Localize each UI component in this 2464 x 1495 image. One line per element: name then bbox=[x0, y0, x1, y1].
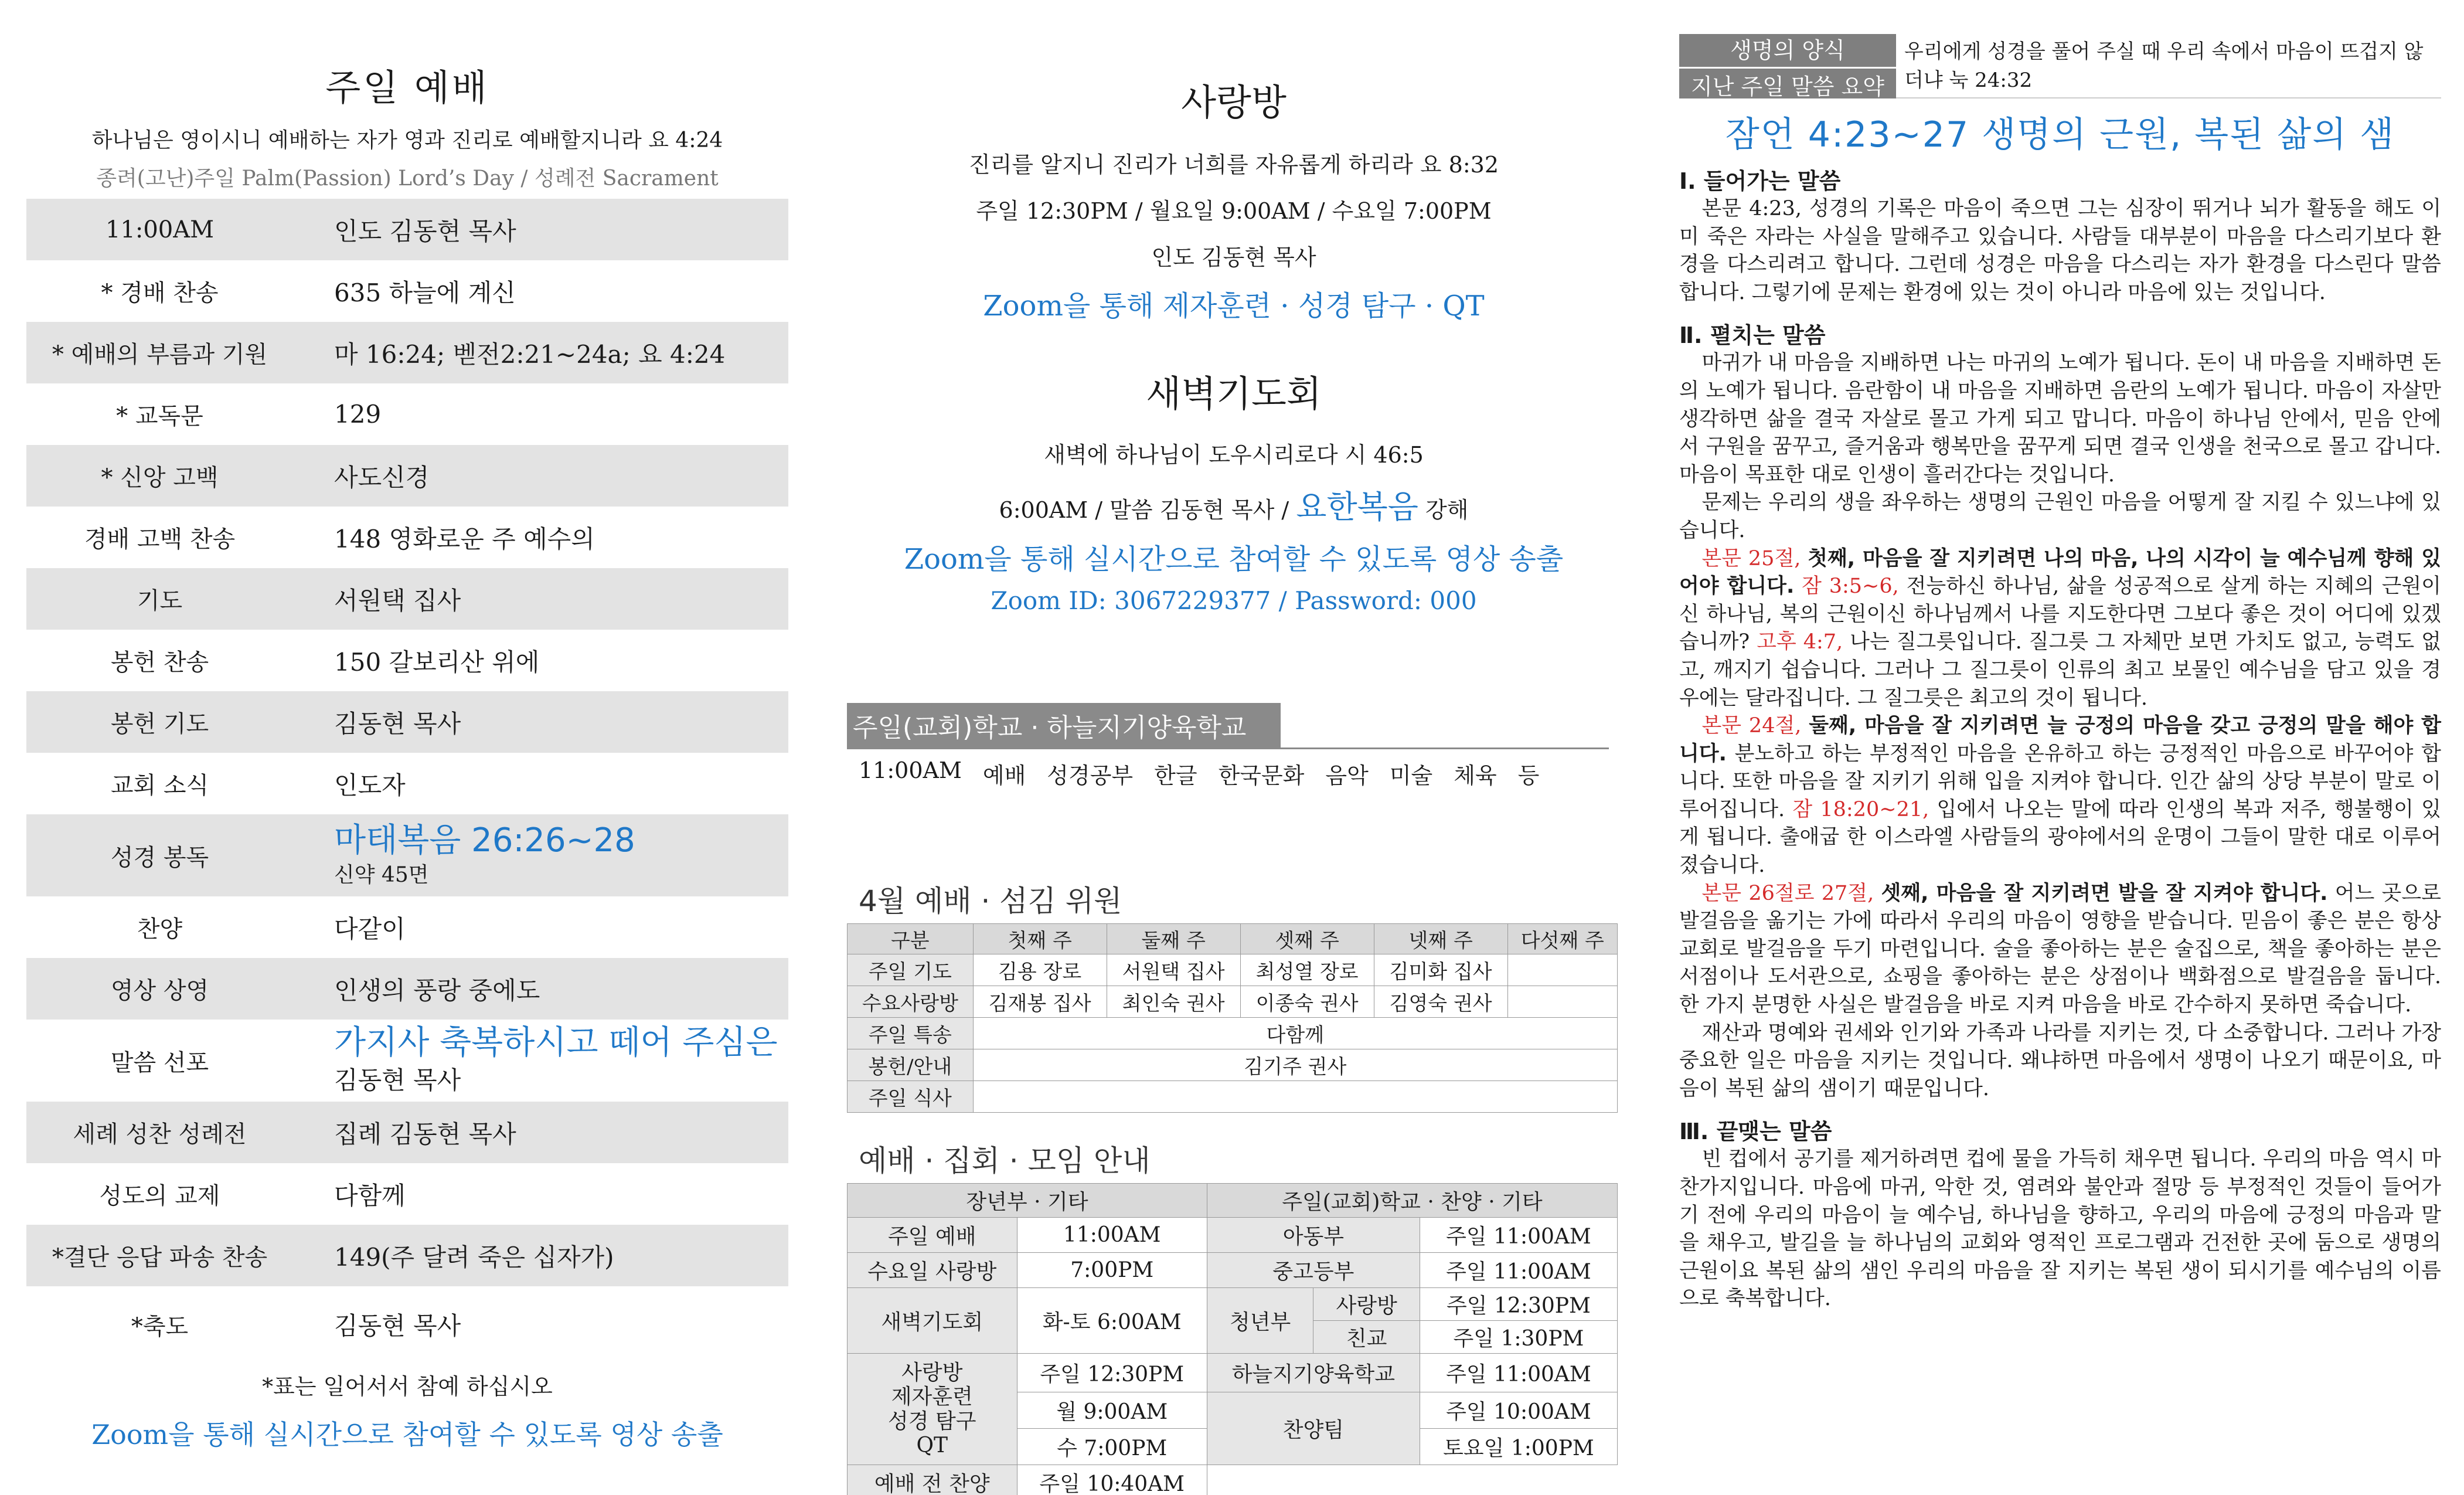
school-divider bbox=[847, 748, 1609, 749]
dawn-zoom: Zoom을 통해 실시간으로 참여할 수 있도록 영상 송출 bbox=[904, 543, 1564, 576]
table-header: 구분 bbox=[848, 924, 974, 954]
table-cell: 주일 11:00AM bbox=[1420, 1354, 1617, 1392]
table-cell: 주일 11:00AM bbox=[1420, 1253, 1617, 1288]
order-row bbox=[26, 568, 788, 630]
section-heading: Ⅰ. 들어가는 말씀 bbox=[1679, 168, 1841, 194]
table-header-row bbox=[848, 1184, 1618, 1218]
table-cell: 다함께 bbox=[973, 1018, 1617, 1049]
table-cell: 새벽기도회 bbox=[848, 1288, 1017, 1354]
table-row bbox=[848, 954, 1618, 986]
table-row bbox=[848, 1018, 1618, 1049]
worship-verse: 하나님은 영이시니 예배하는 자가 영과 진리로 예배할지니라 요 4:24 bbox=[91, 128, 723, 152]
table-header: 셋째 주 bbox=[1240, 924, 1374, 954]
order-row bbox=[26, 322, 788, 383]
sermon-tag-1: 생명의 양식 bbox=[1679, 32, 1896, 69]
school-item: 체육 bbox=[1454, 763, 1497, 789]
order-value: 다같이 bbox=[334, 914, 406, 943]
table-cell: 최성열 장로 bbox=[1240, 954, 1374, 986]
order-label: 봉헌 찬송 bbox=[110, 649, 209, 676]
table-cell: 주일 12:30PM bbox=[1420, 1288, 1617, 1321]
table-cell: 사랑방 bbox=[1313, 1288, 1420, 1321]
scripture-ref: 잠 18:20~21, bbox=[1792, 797, 1929, 821]
sermon-paragraph bbox=[1679, 545, 2441, 713]
table-cell: 주일 12:30PM bbox=[1017, 1354, 1207, 1392]
order-value: 635 하늘에 계신 bbox=[334, 278, 516, 307]
order-value: 인도자 bbox=[334, 770, 406, 800]
paragraph-text: 전능하신 하나님, 삶을 성공적으로 살게 하는 지혜의 근원이신 하나님, 복의 근원이신 하나님께서 나를 지도한다면 그보다 좋은 것이 어디에 있겠습니까? bbox=[1679, 575, 2441, 654]
table-cell: 주일 특송 bbox=[848, 1018, 974, 1049]
sermon-header bbox=[1679, 34, 2441, 98]
order-row bbox=[26, 896, 788, 958]
order-value: 129 bbox=[334, 400, 382, 429]
order-row bbox=[26, 383, 788, 445]
order-row bbox=[26, 753, 788, 814]
school-section bbox=[847, 703, 1621, 790]
table-cell: 봉헌/안내 bbox=[848, 1049, 974, 1081]
order-label: 11:00AM bbox=[105, 216, 215, 243]
order-value: 김동현 목사 bbox=[334, 1311, 461, 1340]
order-value: 서원택 집사 bbox=[334, 586, 461, 615]
sarangbang-leader: 인도 김동현 목사 bbox=[1151, 244, 1316, 270]
sermon-paragraph: 마귀가 내 마음을 지배하면 나는 마귀의 노예가 됩니다. 돈이 내 마음을 지배하면 돈의 노예가 됩니다. 음란함이 내 마음을 지배하면 음란의 노예가 됩니다. 마음이 자살만 생각하면 삶을 결국 자살로 몰고 가게 되고 맙니다. 마음이 하나님 안에서, 믿음 안에서 구원을 꿈꾸고, 즐거움과 행복만을 꿈꾸게 되면 결국 인생을 천국으로 몰고 갑니다. 마음이 목표한 대로 인생이 흘러간다는 것입니다. bbox=[1679, 351, 2441, 487]
school-item: 11:00AM bbox=[859, 757, 962, 783]
sarangbang-times: 주일 12:30PM / 월요일 9:00AM / 수요일 7:00PM bbox=[976, 198, 1492, 224]
dawn-verse: 새벽에 하나님이 도우시리로다 시 46:5 bbox=[1044, 442, 1424, 468]
order-value: 150 갈보리산 위에 bbox=[334, 647, 540, 677]
order-value: 사도신경 bbox=[334, 463, 430, 492]
sarang-line: QT bbox=[916, 1433, 948, 1457]
meetings-title: 예배 · 집회 · 모임 안내 bbox=[859, 1144, 1151, 1178]
order-label: * 교독문 bbox=[116, 403, 203, 430]
school-item: 성경공부 bbox=[1047, 763, 1134, 789]
sermon-tag-2: 지난 주일 말씀 요약 bbox=[1691, 73, 1884, 100]
worship-title: 주일 예배 bbox=[325, 66, 489, 109]
order-value: 마 16:24; 벧전2:21~24a; 요 4:24 bbox=[334, 339, 726, 369]
table-header-row bbox=[848, 924, 1618, 954]
sarang-line: 사랑방 bbox=[901, 1360, 963, 1385]
table-cell: 주일 1:30PM bbox=[1420, 1321, 1617, 1354]
table-cell: 김영숙 권사 bbox=[1374, 986, 1507, 1018]
table-cell: 토요일 1:00PM bbox=[1420, 1429, 1617, 1465]
preacher: 김동현 목사 bbox=[334, 1065, 461, 1095]
table-cell: 김미화 집사 bbox=[1374, 954, 1507, 986]
order-label: *결단 응답 파송 찬송 bbox=[52, 1244, 268, 1271]
table-cell: 아동부 bbox=[1207, 1218, 1420, 1253]
table-row bbox=[848, 1049, 1618, 1081]
order-row bbox=[26, 1020, 788, 1102]
order-value: 집례 김동현 목사 bbox=[334, 1119, 516, 1149]
table-cell: 주일 기도 bbox=[848, 954, 974, 986]
scripture-reading: 마태복음 26:26~28 bbox=[334, 821, 635, 859]
point-heading: 둘째, 마음을 잘 지키려면 늘 긍정의 마음을 갖고 긍정의 말을 해야 합니다. bbox=[1679, 714, 2441, 766]
scripture-ref: 고후 4:7, bbox=[1757, 630, 1843, 654]
order-row bbox=[26, 507, 788, 568]
dawn-zoom-id: Zoom ID: 3067229377 / Password: 000 bbox=[991, 586, 1477, 615]
scripture-page: 신약 45면 bbox=[334, 863, 429, 888]
sermon-paragraph: 문제는 우리의 생을 좌우하는 생명의 근원인 마음을 어떻게 잘 지킬 수 있느냐에 있습니다. bbox=[1679, 491, 2441, 542]
worship-column bbox=[26, 0, 788, 1452]
table-cell bbox=[973, 1081, 1617, 1113]
order-label: 성도의 교제 bbox=[99, 1183, 220, 1209]
order-label: *축도 bbox=[131, 1313, 189, 1340]
school-item: 등 bbox=[1517, 763, 1540, 789]
sermon-paragraph: 재산과 명예와 권세와 인기와 가족과 나라를 지키는 것, 다 소중합니다. 그러나 가장 중요한 일은 마음을 지키는 것입니다. 왜냐하면 마음에서 생명이 나오기 때문이요, 마음이 복된 삶의 샘이기 때문입니다. bbox=[1679, 1021, 2441, 1100]
table-cell: 수요사랑방 bbox=[848, 986, 974, 1018]
dawn-time-suffix: 강해 bbox=[1425, 497, 1469, 523]
paragraph-text: 입에서 나오는 말에 따라 인생의 복과 저주, 행불행이 있게 됩니다. 출애굽 한 이스라엘 사람들의 광야에서의 운명이 그들이 말한 대로 이루어졌습니다. bbox=[1679, 797, 2441, 878]
table-cell: 김기주 권사 bbox=[973, 1049, 1617, 1081]
order-row bbox=[26, 260, 788, 322]
section-heading: Ⅲ. 끝맺는 말씀 bbox=[1679, 1119, 1832, 1145]
school-title: 주일(교회)학교 · 하늘지기양육학교 bbox=[847, 703, 1281, 748]
dawn-book: 요한복음 bbox=[1296, 488, 1418, 525]
order-label: 기도 bbox=[137, 587, 183, 614]
sarangbang-zoom: Zoom을 통해 제자훈련 · 성경 탐구 · QT bbox=[983, 290, 1485, 322]
order-row bbox=[26, 691, 788, 753]
table-header: 둘째 주 bbox=[1107, 924, 1240, 954]
sermon-quote: 우리에게 성경을 풀어 주실 때 우리 속에서 마음이 뜨겁지 않더냐 눅 24:32 bbox=[1896, 34, 2441, 98]
school-items bbox=[847, 757, 1621, 790]
paragraph-text: 분노하고 하는 부정적인 마음을 온유하고 하는 긍정적인 마음으로 바꾸어야 합니다. 또한 마음을 잘 지키기 위해 입을 지켜야 합니다. 인간 삶의 상당 부분이 말로 이루어집니다. bbox=[1679, 742, 2441, 821]
sermon-title: 잠언 4:23~27 생명의 근원, 복된 삶의 샘 bbox=[1725, 114, 2395, 155]
table-header: 주일(교회)학교 · 찬양 · 기타 bbox=[1207, 1184, 1617, 1218]
order-row bbox=[26, 814, 788, 896]
order-label: 성경 봉독 bbox=[110, 844, 209, 871]
table-cell bbox=[1507, 954, 1617, 986]
order-label: 경배 고백 찬송 bbox=[84, 526, 236, 553]
paragraph-text: 나는 질그릇입니다. 질그릇 그 자체만 보면 가치도 없고, 능력도 없고, 깨지기 쉽습니다. 그러나 그 질그릇이 인류의 최고 보물인 예수님을 담고 있을 경우에는 달라집니다. 그 질그릇은 최고의 것이 됩니다. bbox=[1679, 630, 2441, 710]
order-row bbox=[26, 199, 788, 260]
table-row bbox=[848, 1218, 1618, 1253]
table-cell: 수요일 사랑방 bbox=[848, 1253, 1017, 1288]
point-heading: 셋째, 마음을 잘 지키려면 발을 잘 지켜야 합니다. bbox=[1881, 881, 2328, 905]
order-value: 149(주 달려 죽은 십자가) bbox=[334, 1242, 614, 1272]
order-value: 인도 김동현 목사 bbox=[334, 216, 516, 246]
school-item: 음악 bbox=[1325, 763, 1369, 789]
table-row bbox=[848, 1288, 1618, 1321]
order-label: 교회 소식 bbox=[110, 772, 209, 799]
table-cell: 주일 11:00AM bbox=[1420, 1218, 1617, 1253]
dawn-time bbox=[847, 482, 1621, 527]
order-value: 148 영화로운 주 예수의 bbox=[334, 524, 595, 553]
table-cell: 예배 전 찬양 bbox=[848, 1465, 1017, 1495]
scripture-ref: 잠 3:5~6, bbox=[1802, 575, 1899, 599]
table-row bbox=[848, 1465, 1618, 1495]
sarangbang-title: 사랑방 bbox=[1181, 81, 1287, 124]
table-cell: 중고등부 bbox=[1207, 1253, 1420, 1288]
table-cell: 주일 예배 bbox=[848, 1218, 1017, 1253]
table-row bbox=[848, 1253, 1618, 1288]
table-cell: 하늘지기양육학교 bbox=[1207, 1354, 1420, 1392]
table-cell: 주일 10:40AM bbox=[1017, 1465, 1207, 1495]
order-label: * 경배 찬송 bbox=[101, 280, 219, 307]
table-cell: 친교 bbox=[1313, 1321, 1420, 1354]
sarang-line: 제자훈련 bbox=[891, 1385, 973, 1409]
sermon-paragraph bbox=[1679, 880, 2441, 1020]
order-label: * 신앙 고백 bbox=[101, 464, 219, 491]
table-cell: 서원택 집사 bbox=[1107, 954, 1240, 986]
sarang-line: 성경 탐구 bbox=[888, 1409, 976, 1433]
point-heading: 첫째, 마음을 잘 지키려면 나의 마음, 나의 시각이 늘 예수님께 향해 있어야 합니다. bbox=[1679, 546, 2441, 599]
table-cell: 김재봉 집사 bbox=[973, 986, 1107, 1018]
order-label: * 예배의 부름과 기원 bbox=[52, 341, 268, 368]
order-value: 김동현 목사 bbox=[334, 709, 461, 738]
order-label: 세례 성찬 성례전 bbox=[73, 1121, 247, 1148]
table-cell: 화-토 6:00AM bbox=[1017, 1288, 1207, 1354]
sermon-paragraph: 빈 컵에서 공기를 제거하려면 컵에 물을 가득히 채우면 됩니다. 우리의 마음 역시 마찬가지입니다. 마음에 마귀, 악한 것, 염려와 불안과 절망 등 부정적인 것들이 들어가기 전에 우리의 마음이 늘 예수님, 하나님을 향하고, 우리의 마음에 긍정의 마음과 말을 채우고, 발길을 늘 하나님의 교회와 영적인 프로그램과 건전한 곳에 둠으로 생명의 근원이요 복된 삶의 샘인 우리의 마음을 잘 지키는 복된 생이 되시기를 예수님의 이름으로 축복합니다. bbox=[1679, 1147, 2441, 1311]
table-header: 첫째 주 bbox=[973, 924, 1107, 954]
order-label: 찬양 bbox=[137, 916, 183, 943]
table-cell: 청년부 bbox=[1207, 1288, 1313, 1354]
table-cell: 월 9:00AM bbox=[1017, 1392, 1207, 1429]
dawn-time-prefix: 6:00AM / 말씀 김동현 목사 / bbox=[999, 497, 1289, 523]
worship-subtitle: 종려(고난)주일 Palm(Passion) Lord’s Day / 성례전 Sacrament bbox=[96, 167, 719, 191]
duty-title: 4월 예배 · 섬김 위원 bbox=[859, 884, 1122, 918]
table-cell: 7:00PM bbox=[1017, 1253, 1207, 1288]
paragraph-text: 어느 곳으로 발걸음을 옮기는 가에 따라서 우리의 마음이 영향을 받습니다. 믿음이 좋은 분은 항상 교회로 발걸음을 두기 마련입니다. 술을 좋아하는 분은 술집으로, 책을 좋아하는 분은 서점이나 도서관으로, 쇼핑을 좋아하는 분은 상점이나 백화점으로 발걸음을 둡니다. 한 가지 분명한 사실은 발걸음을 바로 지켜 마음을 바로 간수하지 못하면 죽습니다. bbox=[1679, 881, 2441, 1017]
table-cell: 김용 장로 bbox=[973, 954, 1107, 986]
sermon-paragraph bbox=[1679, 712, 2441, 880]
school-item: 한국문화 bbox=[1218, 763, 1305, 789]
order-row bbox=[26, 1163, 788, 1225]
order-row bbox=[26, 445, 788, 507]
table-cell: 찬양팀 bbox=[1207, 1392, 1420, 1465]
order-of-service bbox=[26, 199, 788, 1363]
table-cell: 수 7:00PM bbox=[1017, 1429, 1207, 1465]
table-cell: 주일 식사 bbox=[848, 1081, 974, 1113]
table-header: 다섯째 주 bbox=[1507, 924, 1617, 954]
table-row bbox=[848, 1354, 1618, 1392]
sermon-title-text: 가지사 축복하시고 떼어 주심은 bbox=[334, 1024, 778, 1062]
table-cell: 이종숙 권사 bbox=[1240, 986, 1374, 1018]
scripture-ref: 본문 26절로 27절, bbox=[1701, 881, 1874, 905]
order-value: 인생의 풍랑 중에도 bbox=[334, 976, 540, 1005]
table-cell bbox=[1507, 986, 1617, 1018]
order-label: 영상 상영 bbox=[110, 977, 209, 1004]
section-heading: Ⅱ. 펼치는 말씀 bbox=[1679, 322, 1826, 349]
scripture-ref: 본문 24절, bbox=[1701, 714, 1802, 738]
order-row bbox=[26, 630, 788, 691]
school-item: 미술 bbox=[1389, 763, 1433, 789]
order-label: 말씀 선포 bbox=[110, 1049, 209, 1076]
order-value: 다함께 bbox=[334, 1181, 406, 1210]
sermon-column bbox=[1679, 34, 2441, 1313]
order-row bbox=[26, 1286, 788, 1363]
school-item: 한글 bbox=[1154, 763, 1197, 789]
table-cell bbox=[848, 1354, 1017, 1465]
duty-table bbox=[847, 923, 1618, 1113]
school-item: 예배 bbox=[982, 763, 1026, 789]
table-cell: 11:00AM bbox=[1017, 1218, 1207, 1253]
order-row bbox=[26, 1225, 788, 1286]
info-column bbox=[847, 0, 1621, 1495]
order-row bbox=[26, 1102, 788, 1163]
dawn-title: 새벽기도회 bbox=[1146, 372, 1322, 415]
table-header: 넷째 주 bbox=[1374, 924, 1507, 954]
sarangbang-verse: 진리를 알지니 진리가 너희를 자유롭게 하리라 요 8:32 bbox=[968, 152, 1499, 178]
sermon-paragraph: 본문 4:23, 성경의 기록은 마음이 죽으면 그는 심장이 뛰거나 뇌가 활동을 해도 이미 죽은 자라는 사실을 말해주고 있습니다. 사람들 대부분이 마음을 다스리기보다 환경을 다스리려고 합니다. 그런데 성경은 마음을 다스리는 자가 환경을 다스린다 말씀합니다. 그렇기에 문제는 환경에 있는 것이 아니라 마음에 있는 것입니다. bbox=[1679, 197, 2441, 304]
scripture-ref: 본문 25절, bbox=[1701, 546, 1801, 570]
table-header: 장년부 · 기타 bbox=[848, 1184, 1207, 1218]
table-cell: 주일 10:00AM bbox=[1420, 1392, 1617, 1429]
table-row bbox=[848, 1081, 1618, 1113]
sermon-tag bbox=[1679, 34, 1896, 98]
order-label: 봉헌 기도 bbox=[110, 711, 209, 738]
zoom-notice: Zoom을 통해 실시간으로 참여할 수 있도록 영상 송출 bbox=[91, 1419, 723, 1450]
meetings-table bbox=[847, 1183, 1618, 1495]
order-row bbox=[26, 958, 788, 1020]
table-row bbox=[848, 986, 1618, 1018]
table-cell: 최인숙 권사 bbox=[1107, 986, 1240, 1018]
standing-note: *표는 일어서서 참예 하십시오 bbox=[262, 1374, 553, 1399]
